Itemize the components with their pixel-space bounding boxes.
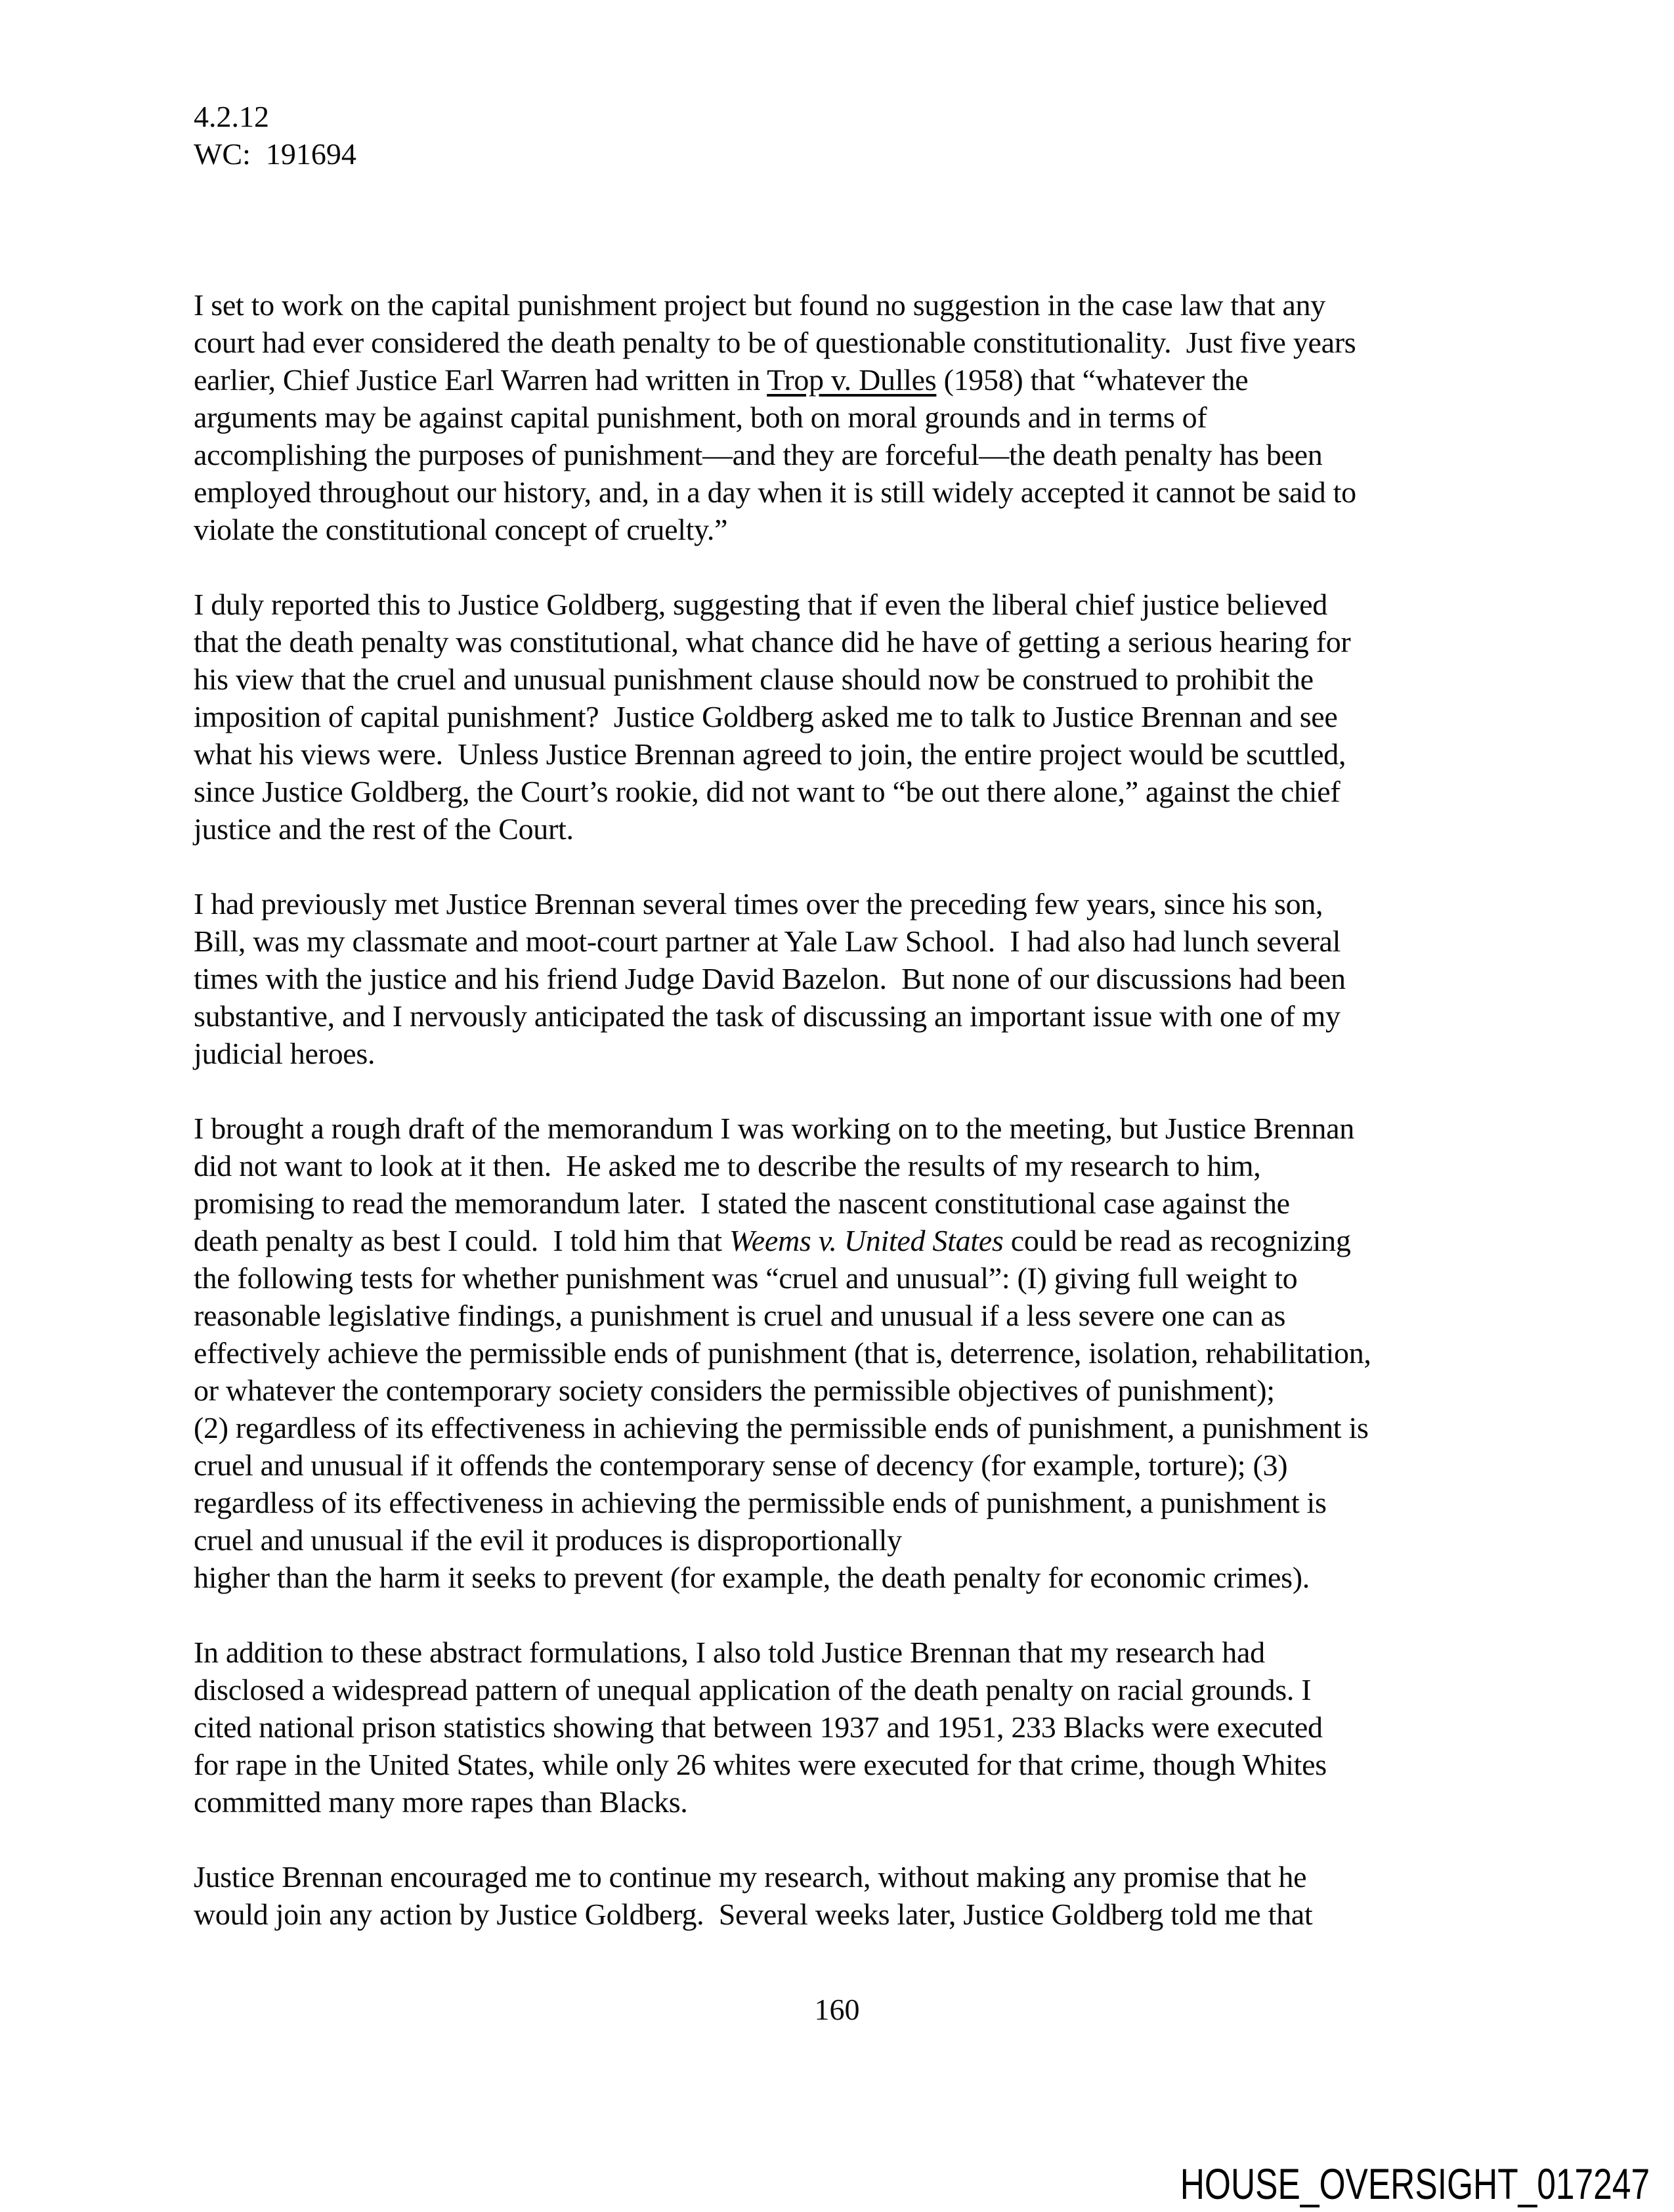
text-line: [194, 511, 1520, 548]
text-line: [194, 1746, 1520, 1783]
text-segment: I had previously met Justice Brennan several times over the preceding few years, since his son,: [194, 887, 1323, 921]
bates-stamp: HOUSE_OVERSIGHT_017247: [1180, 2159, 1650, 2208]
text-segment: (2) regardless of its effectiveness in achieving the permissible ends of punishment, a punishment is: [194, 1411, 1369, 1444]
text-segment: substantive, and I nervously anticipated the task of discussing an important issue with one of my: [194, 999, 1341, 1033]
paragraph: [194, 1858, 1520, 1933]
text-line: [194, 1858, 1520, 1896]
document-header: [194, 98, 356, 173]
text-segment: employed throughout our history, and, in a day when it is still widely accepted it cannot be said to: [194, 475, 1356, 509]
text-segment: earlier, Chief Justice Earl Warren had written in: [194, 363, 767, 397]
case-citation-underlined: Trop v. Dulles: [767, 363, 937, 397]
paragraph: [194, 286, 1520, 548]
page-number: 160: [814, 1993, 860, 2026]
text-segment: times with the justice and his friend Judge David Bazelon. But none of our discussions had been: [194, 962, 1346, 995]
text-segment: I set to work on the capital punishment project but found no suggestion in the case law that any: [194, 288, 1325, 322]
text-segment: I duly reported this to Justice Goldberg, suggesting that if even the liberal chief justice believed: [194, 588, 1327, 621]
text-segment: higher than the harm it seeks to prevent (for example, the death penalty for economic crimes).: [194, 1561, 1310, 1594]
text-line: [194, 810, 1520, 848]
text-segment: since Justice Goldberg, the Court’s rookie, did not want to “be out there alone,” against the chief: [194, 775, 1341, 808]
text-segment: imposition of capital punishment? Justice Goldberg asked me to talk to Justice Brennan and see: [194, 700, 1338, 733]
text-line: [194, 1634, 1520, 1671]
text-segment: I brought a rough draft of the memorandum I was working on to the meeting, but Justice Brennan: [194, 1112, 1354, 1145]
text-line: [194, 1334, 1520, 1372]
text-segment: or whatever the contemporary society considers the permissible objectives of punishment);: [194, 1374, 1275, 1407]
text-line: [194, 1372, 1520, 1409]
text-segment: (1958) that “whatever the: [936, 363, 1249, 397]
text-line: [194, 960, 1520, 997]
text-segment: cruel and unusual if the evil it produces is disproportionally: [194, 1523, 902, 1557]
text-segment: cruel and unusual if it offends the contemporary sense of decency (for example, torture); (3): [194, 1448, 1288, 1482]
text-line: [194, 586, 1520, 623]
text-segment: would join any action by Justice Goldberg. Several weeks later, Justice Goldberg told me that: [194, 1898, 1313, 1931]
text-line: [194, 473, 1520, 511]
text-line: [194, 922, 1520, 960]
text-line: [194, 1783, 1520, 1821]
text-line: [194, 1409, 1520, 1446]
text-line: [194, 1708, 1520, 1746]
text-segment: cited national prison statistics showing that between 1937 and 1951, 233 Blacks were executed: [194, 1710, 1323, 1744]
case-citation-italic: Weems v. United States: [729, 1224, 1004, 1257]
text-segment: could be read as recognizing: [1003, 1224, 1351, 1257]
text-line: [194, 399, 1520, 436]
paragraph: [194, 1634, 1520, 1821]
text-segment: effectively achieve the permissible ends of punishment (that is, deterrence, isolation, rehabilitation,: [194, 1336, 1371, 1370]
text-segment: judicial heroes.: [194, 1037, 376, 1070]
text-line: [194, 1110, 1520, 1147]
text-segment: death penalty as best I could. I told him that: [194, 1224, 729, 1257]
text-line: [194, 1147, 1520, 1184]
text-segment: did not want to look at it then. He asked me to describe the results of my research to him,: [194, 1149, 1261, 1182]
text-segment: In addition to these abstract formulations, I also told Justice Brennan that my research had: [194, 1636, 1265, 1669]
text-line: [194, 436, 1520, 473]
document-body: [194, 286, 1520, 1933]
text-segment: promising to read the memorandum later. I stated the nascent constitutional case against the: [194, 1186, 1290, 1220]
text-line: [194, 1559, 1520, 1596]
text-segment: arguments may be against capital punishment, both on moral grounds and in terms of: [194, 401, 1207, 434]
text-line: [194, 324, 1520, 361]
text-segment: what his views were. Unless Justice Brennan agreed to join, the entire project would be scuttled,: [194, 737, 1346, 771]
text-line: [194, 623, 1520, 661]
paragraph: [194, 586, 1520, 848]
text-line: [194, 1896, 1520, 1933]
text-line: [194, 1259, 1520, 1297]
text-line: [194, 1297, 1520, 1334]
paragraph: [194, 885, 1520, 1072]
text-segment: accomplishing the purposes of punishment—and they are forceful—the death penalty has been: [194, 438, 1323, 471]
text-line: [194, 1671, 1520, 1708]
text-line: [194, 1446, 1520, 1484]
text-segment: court had ever considered the death penalty to be of questionable constitutionality. Just five years: [194, 326, 1356, 359]
header-word-count: WC: 191694: [194, 137, 356, 171]
text-line: [194, 698, 1520, 735]
text-line: [194, 1035, 1520, 1072]
text-segment: justice and the rest of the Court.: [194, 812, 574, 846]
text-line: [194, 286, 1520, 324]
text-line: [194, 1521, 1520, 1559]
text-line: [194, 997, 1520, 1035]
text-line: [194, 1484, 1520, 1521]
text-segment: Justice Brennan encouraged me to continue my research, without making any promise that he: [194, 1860, 1307, 1894]
text-segment: Bill, was my classmate and moot-court partner at Yale Law School. I had also had lunch several: [194, 924, 1341, 958]
text-segment: for rape in the United States, while only 26 whites were executed for that crime, though Whites: [194, 1748, 1327, 1781]
text-segment: violate the constitutional concept of cruelty.”: [194, 513, 728, 546]
text-line: [194, 885, 1520, 922]
text-segment: committed many more rapes than Blacks.: [194, 1785, 688, 1819]
text-segment: the following tests for whether punishment was “cruel and unusual”: (I) giving full weight to: [194, 1261, 1298, 1295]
text-line: [194, 773, 1520, 810]
text-segment: disclosed a widespread pattern of unequal application of the death penalty on racial grounds. I: [194, 1673, 1312, 1706]
text-line: [194, 735, 1520, 773]
text-segment: that the death penalty was constitutional, what chance did he have of getting a serious hearing for: [194, 625, 1351, 659]
text-line: [194, 1222, 1520, 1259]
text-line: [194, 361, 1520, 399]
text-line: [194, 661, 1520, 698]
text-segment: his view that the cruel and unusual punishment clause should now be construed to prohibit the: [194, 662, 1314, 696]
paragraph: [194, 1110, 1520, 1596]
text-segment: regardless of its effectiveness in achieving the permissible ends of punishment, a punishment is: [194, 1486, 1327, 1519]
text-line: [194, 1184, 1520, 1222]
header-date: 4.2.12: [194, 100, 269, 133]
text-segment: reasonable legislative findings, a punishment is cruel and unusual if a less severe one can as: [194, 1299, 1286, 1332]
